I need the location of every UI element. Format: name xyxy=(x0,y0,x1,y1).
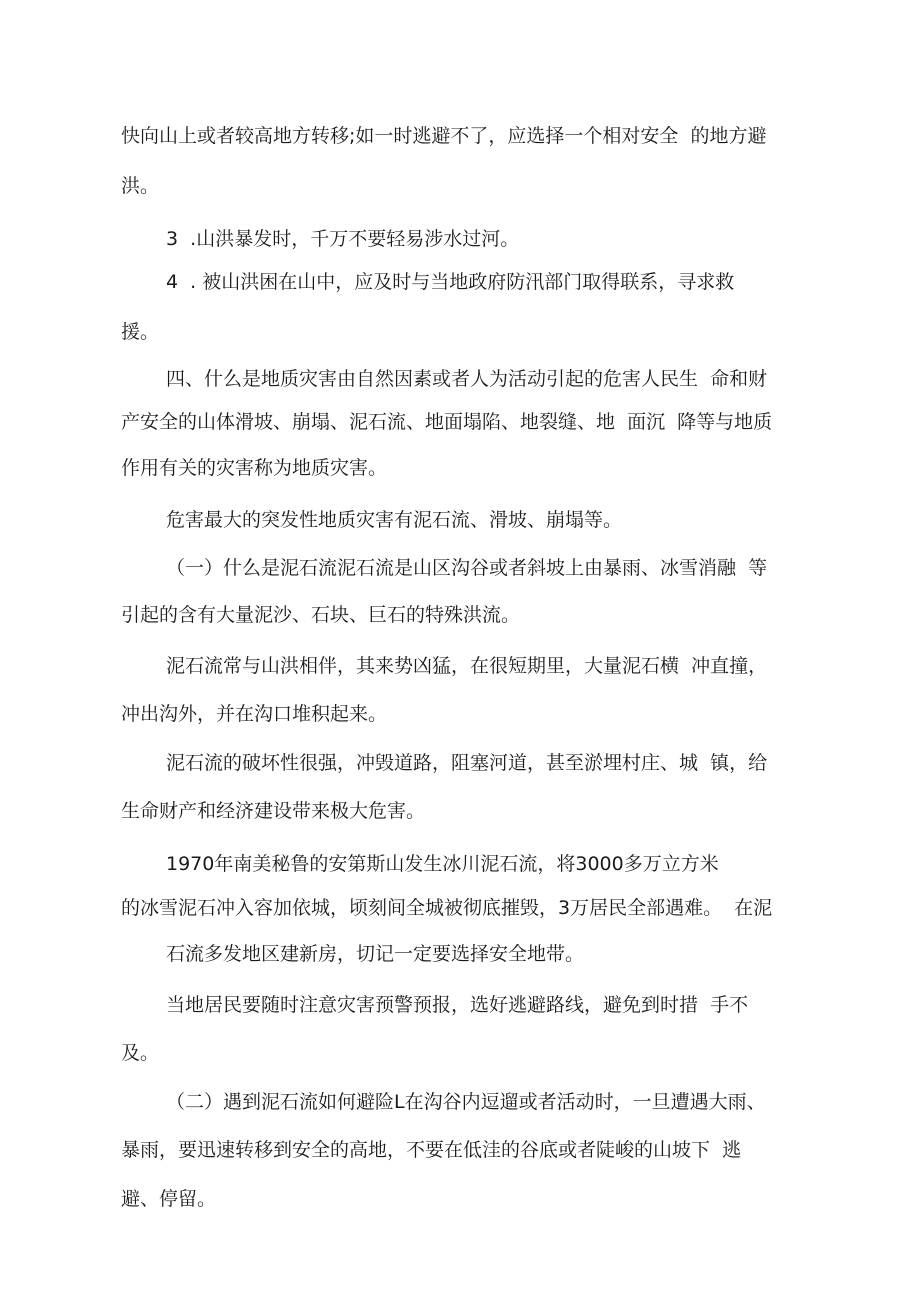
text-line: 四、什么是地质灾害由自然因素或者人为活动引起的危害人民生 命和财 xyxy=(166,368,768,390)
text-line: 危害最大的突发性地质灾害有泥石流、滑坡、崩塌等。 xyxy=(166,509,623,531)
text-line: 当地居民要随时注意灾害预警预报，选好逃避路线，避免到时措 手不 xyxy=(166,994,749,1016)
text-line: 产安全的山体滑坡、崩塌、泥石流、地面塌陷、地裂缝、地 面沉 降等与地质 xyxy=(121,411,773,433)
text-line: 4 . 被山洪困在山中，应及时与当地政府防汛部门取得联系，寻求救 xyxy=(166,271,735,293)
text-line: （一）什么是泥石流泥石流是山区沟谷或者斜坡上由暴雨、冰雪消融 等 xyxy=(166,557,768,579)
text-line: 洪。 xyxy=(121,175,160,197)
text-line: 3 .山洪暴发时，千万不要轻易涉水过河。 xyxy=(166,228,520,250)
text-line: 生命财产和经济建设带来极大危害。 xyxy=(121,800,426,822)
text-line: 石流多发地区建新房，切记一定要选择安全地带。 xyxy=(166,943,585,965)
text-line: 1970年南美秘鲁的安第斯山发生冰川泥石流，将3000多万立方米 xyxy=(166,853,719,875)
text-line: 暴雨，要迅速转移到安全的高地，不要在低洼的谷底或者陡峻的山坡下 逃 xyxy=(121,1139,742,1161)
text-line: 避、停留。 xyxy=(121,1188,217,1210)
text-line: 作用有关的灾害称为地质灾害。 xyxy=(121,457,388,479)
text-line: 援。 xyxy=(121,321,160,343)
text-line: 快向山上或者较高地方转移;如一时逃避不了，应选择一个相对安全 的地方避 xyxy=(121,125,767,147)
text-line: 引起的含有大量泥沙、石块、巨石的特殊洪流。 xyxy=(121,604,521,626)
text-line: （二）遇到泥石流如何避险L在沟谷内逗遛或者活动时，一旦遭遇大雨、 xyxy=(166,1091,766,1113)
text-line: 泥石流常与山洪相伴，其来势凶猛，在很短期里，大量泥石横 冲直撞， xyxy=(166,655,768,677)
text-line: 泥石流的破坏性很强，冲毁道路，阻塞河道，甚至淤埋村庄、城 镇，给 xyxy=(166,752,768,774)
text-line: 的冰雪泥石冲入容加依城，顷刻间全城被彻底摧毁，3万居民全部遇难。 在泥 xyxy=(121,897,773,919)
text-line: 及。 xyxy=(121,1042,160,1064)
text-line: 冲出沟外，并在沟口堆积起来。 xyxy=(121,703,388,725)
